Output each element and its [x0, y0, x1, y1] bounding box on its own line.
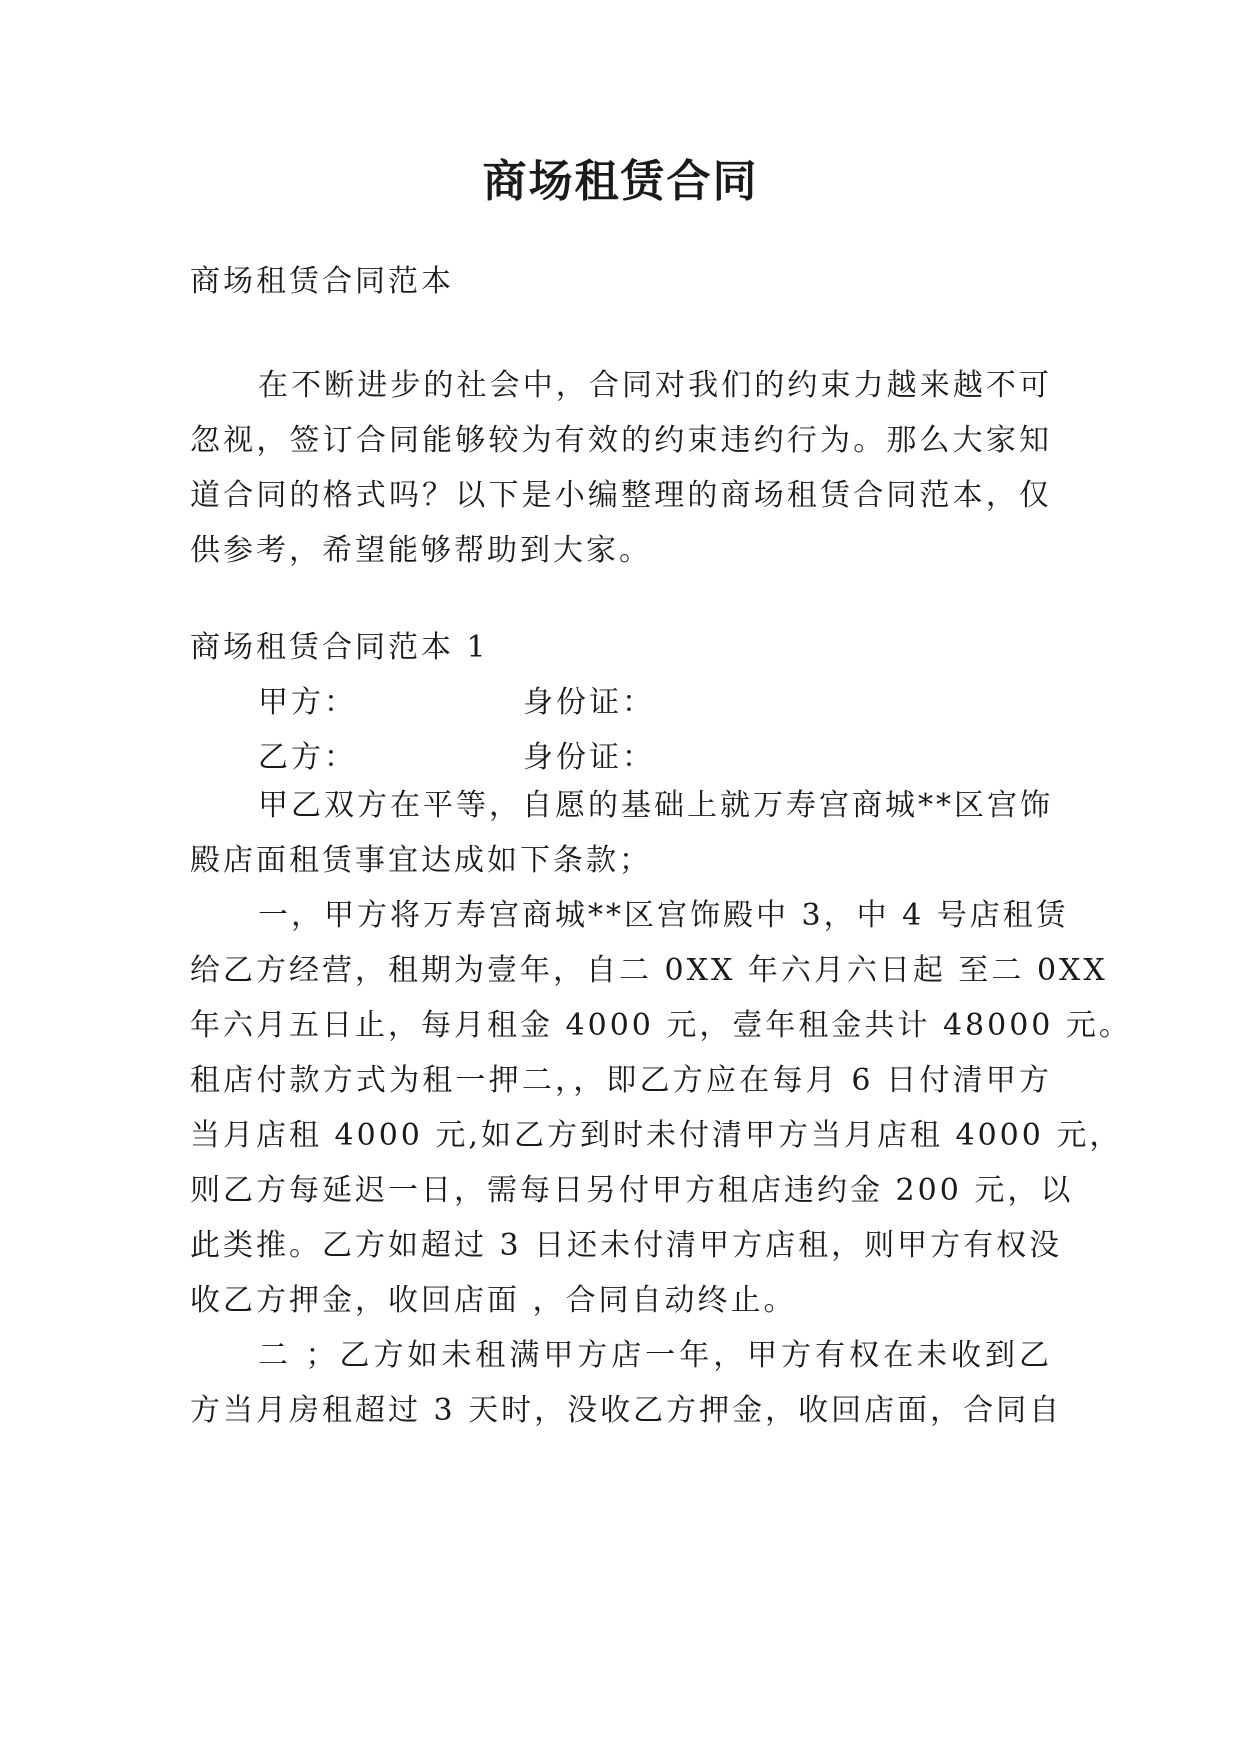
clause-1-line: 给乙方经营，租期为壹年，自二 0XX 年六月六日起 至二 0XX: [190, 953, 1108, 988]
clause-1-line: 一，甲方将万寿宫商城**区宫饰殿中 3，中 4 号店租赁: [258, 898, 1069, 933]
clause-1-line: 租店付款方式为租一押二，，即乙方应在每月 6 日付清甲方: [190, 1063, 1052, 1098]
preamble-line: 甲乙双方在平等，自愿的基础上就万寿宫商城**区宫饰: [258, 788, 1053, 823]
intro-line: 在不断进步的社会中，合同对我们的约束力越来越不可: [258, 368, 1052, 403]
party-a-row: [258, 683, 655, 723]
party-b-label: 乙方：: [258, 740, 357, 775]
clause-2-line: 二 ；乙方如未租满甲方店一年，甲方有权在未收到乙: [258, 1338, 1052, 1373]
clause-1-line: 此类推。乙方如超过 3 日还未付清甲方店租，则甲方有权没: [190, 1228, 1063, 1263]
party-a-id-label: 身份证：: [523, 685, 655, 720]
clause-1-line: 当月店租 4000 元,如乙方到时未付清甲方当月店租 4000 元，: [190, 1118, 1123, 1153]
intro-line: 忽视，签订合同能够较为有效的约束违约行为。那么大家知: [190, 423, 1052, 458]
intro-line: 道合同的格式吗？以下是小编整理的商场租赁合同范本，仅: [190, 478, 1052, 513]
clause-1-line: 则乙方每延迟一日，需每日另付甲方租店违约金 200 元，以: [190, 1173, 1074, 1208]
clause-1-line: 年六月五日止，每月租金 4000 元，壹年租金共计 48000 元。: [190, 1008, 1132, 1043]
intro-line: 供参考，希望能够帮助到大家。: [190, 533, 652, 568]
section-heading: 商场租赁合同范本 1: [190, 630, 489, 665]
party-b-row: [258, 738, 655, 778]
preamble-line: 殿店面租赁事宜达成如下条款；: [190, 843, 652, 878]
clause-2-line: 方当月房租超过 3 天时，没收乙方押金，收回店面，合同自: [190, 1393, 1063, 1428]
party-b-id-label: 身份证：: [523, 740, 655, 775]
clause-1-line: 收乙方押金，收回店面 ，合同自动终止。: [190, 1283, 797, 1318]
party-a-label: 甲方：: [258, 685, 357, 720]
document-subtitle: 商场租赁合同范本: [190, 264, 454, 299]
document-title: 商场租赁合同: [482, 156, 759, 207]
